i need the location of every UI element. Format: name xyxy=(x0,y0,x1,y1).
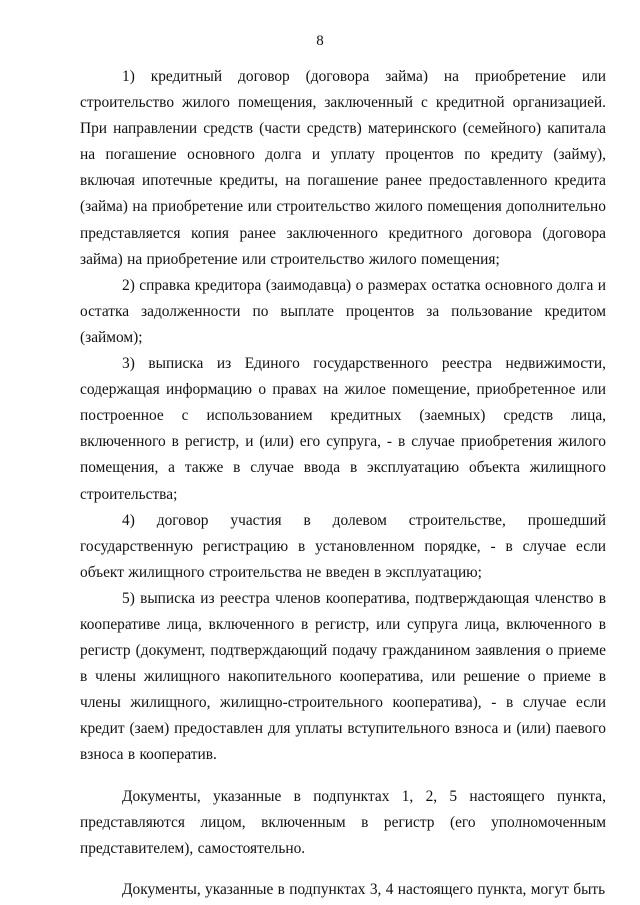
page-number: 8 xyxy=(316,33,324,49)
paragraph-documents-self-submitted: Документы, указанные в подпунктах 1, 2, 5 настоящего пункта, представляются лицом, включенным в регистр (его уполномоченным представителем), самостоятельно. xyxy=(80,787,606,857)
paragraph-item-4: 4) договор участия в долевом строительстве, прошедший государственную регистрацию в установленном порядке, - в случае если объект жилищного строительства не введен в эксплуатацию; xyxy=(80,511,606,581)
paragraph-item-1: 1) кредитный договор (договора займа) на приобретение или строительство жилого помещения, заключенный с кредитной организацией. При направлении средств (части средств) материнского (семейного) капитала на погашение основного долга и уплату процентов по кредиту (займу), включая ипотечные кредиты, на погашение ранее предоставленного кредита (займа) на приобретение или строительство жилого помещения дополнительно представляется копия ранее заключенного кредитного договора (договора займа) на приобретение или строительство жилого помещения; xyxy=(80,68,606,268)
paragraph-item-3: 3) выписка из Единого государственного реестра недвижимости, содержащая информацию о правах на жилое помещение, приобретенное или построенное с использованием кредитных (заемных) средств лица, включенного в регистр, и (или) его супруга, - в случае приобретения жилого помещения, а также в случае ввода в эксплуатацию объекта жилищного строительства; xyxy=(80,355,606,503)
document-body xyxy=(80,64,606,903)
paragraph-documents-may-be: Документы, указанные в подпунктах 3, 4 настоящего пункта, могут быть xyxy=(122,880,606,898)
paragraph-item-2: 2) справка кредитора (заимодавца) о размерах остатка основного долга и остатка задолженности по выплате процентов за пользование кредитом (займом); xyxy=(80,276,606,346)
paragraph-item-5: 5) выписка из реестра членов кооператива, подтверждающая членство в кооперативе лица, включенного в регистр, или супруга лица, включенного в регистр (документ, подтверждающий подачу гражданином заявления о приеме в члены жилищного накопительного кооператива, или решение о приеме в члены жилищного, жилищно-строительного кооператива), - в случае если кредит (заем) предоставлен для уплаты вступительного взноса и (или) паевого взноса в кооператив. xyxy=(80,589,606,764)
